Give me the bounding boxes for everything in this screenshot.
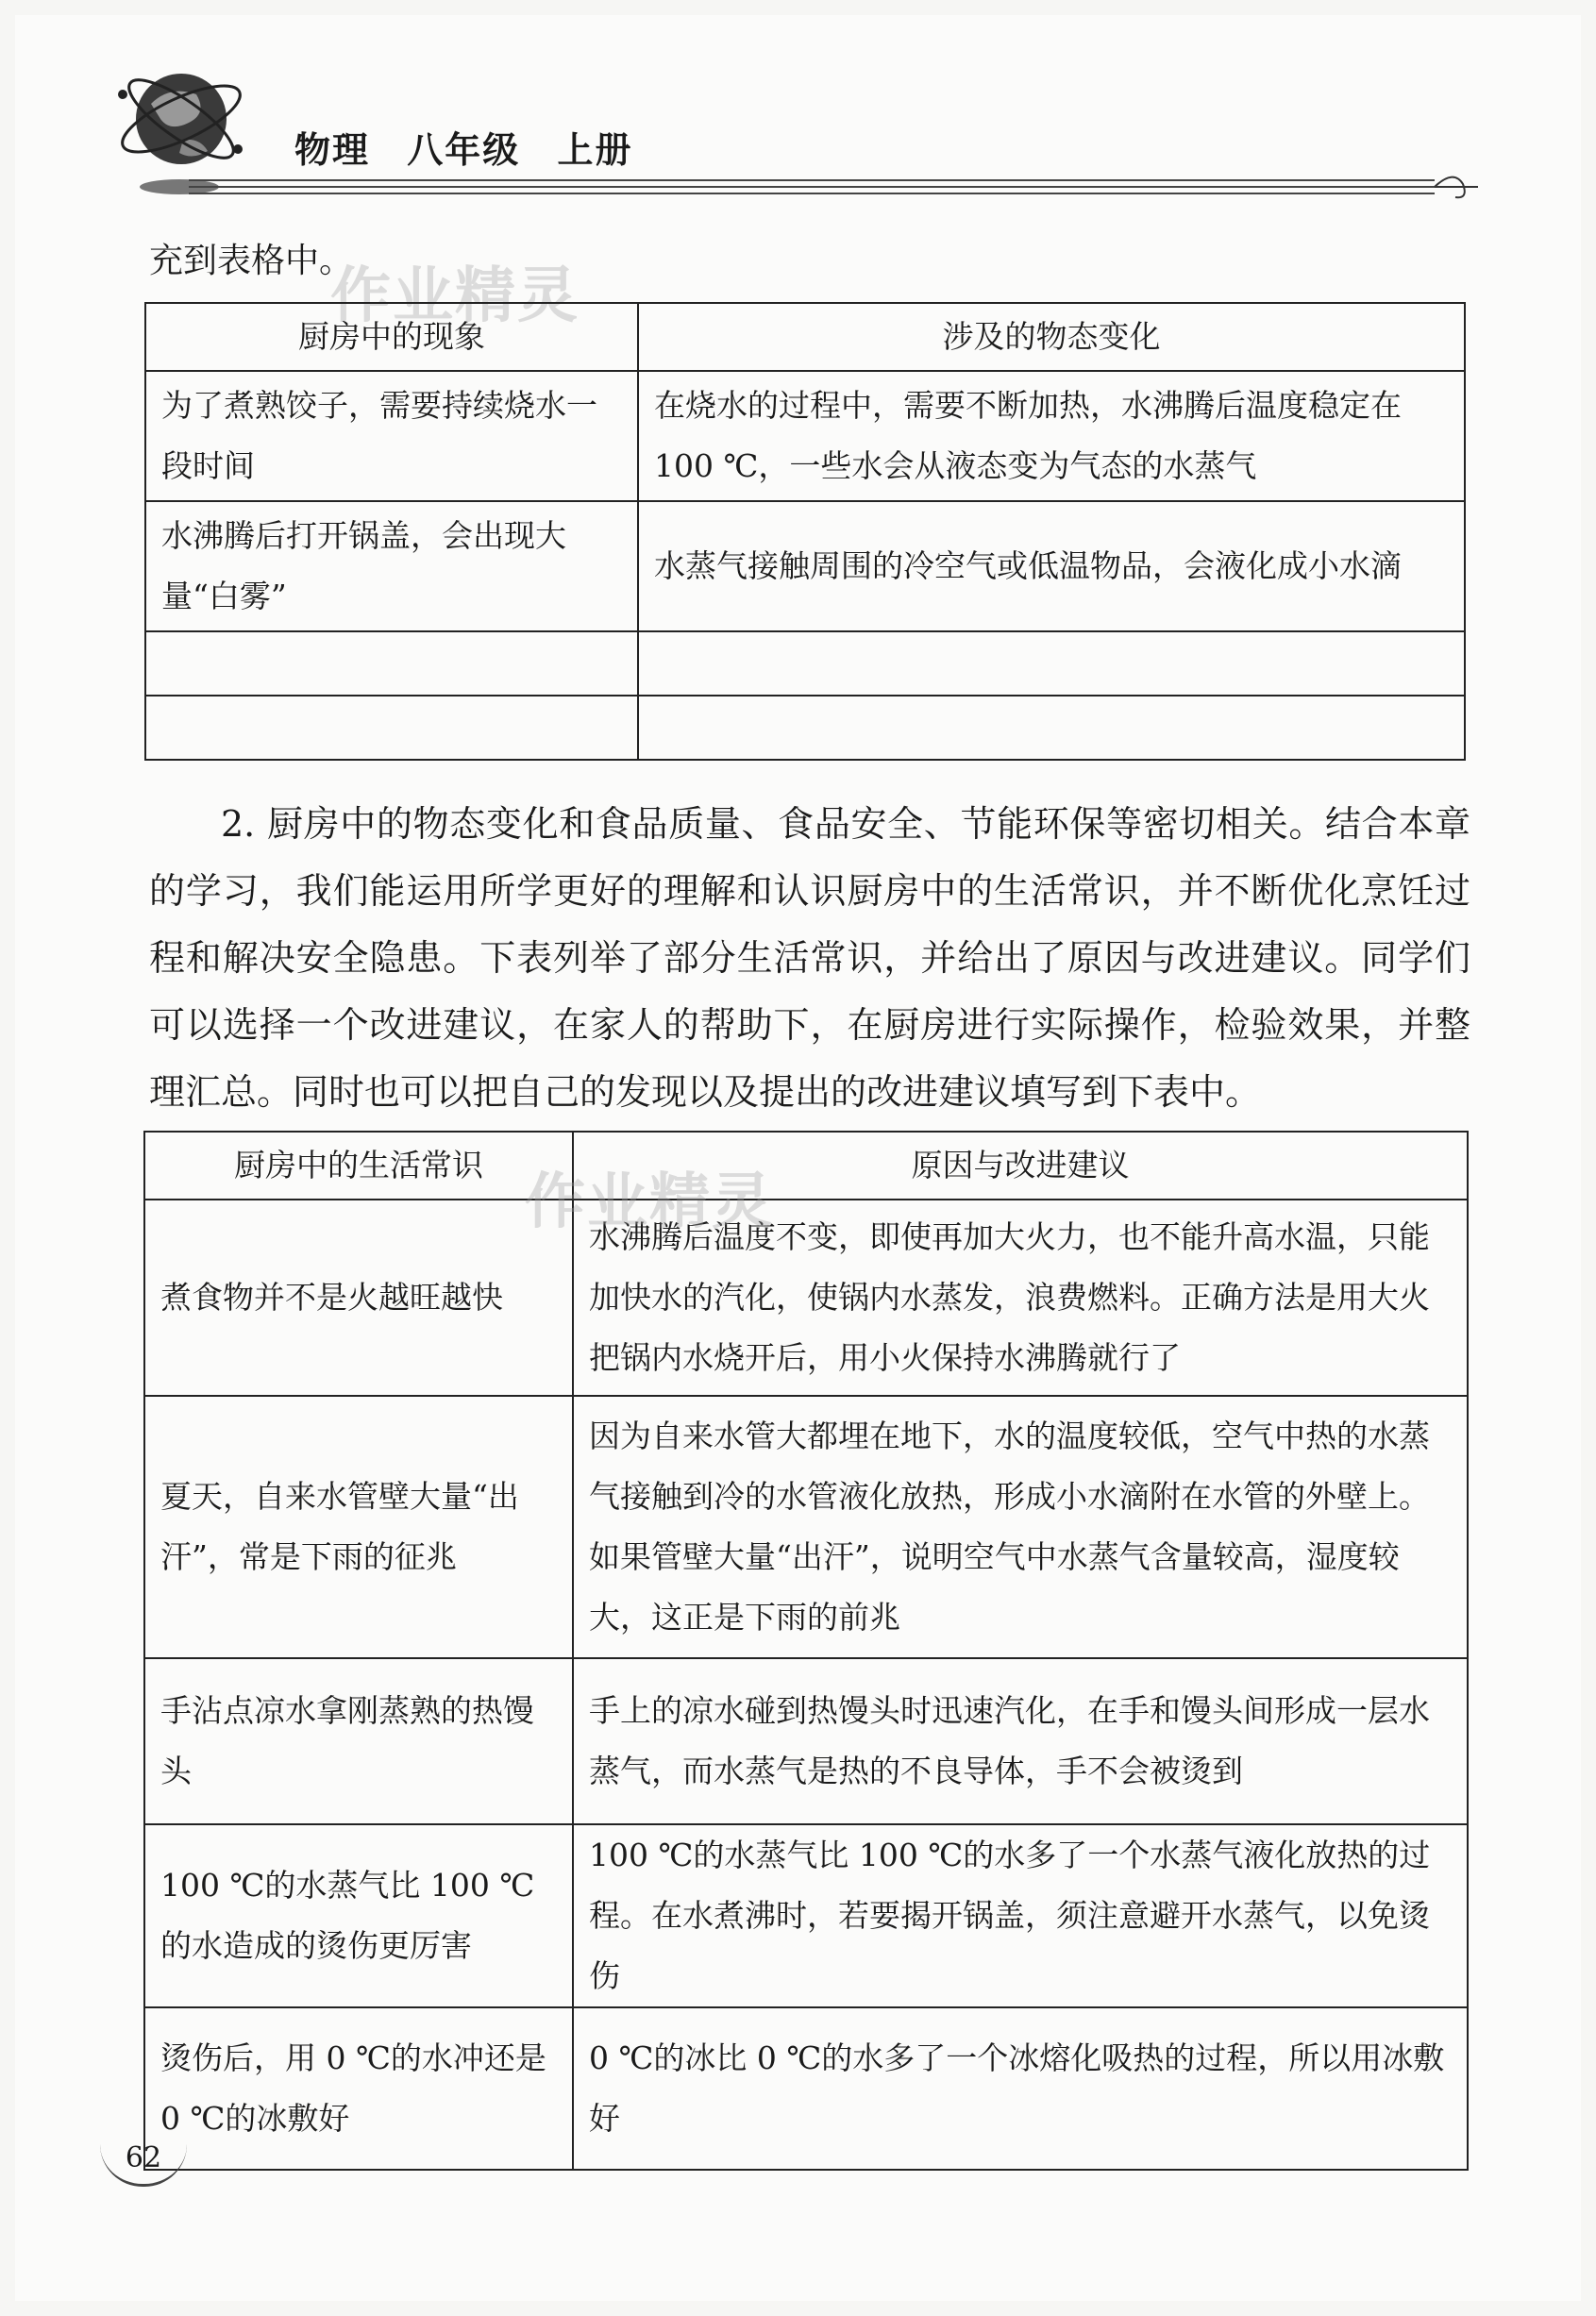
table-cell: 0 ℃的冰比 0 ℃的水多了一个冰熔化吸热的过程，所以用冰敷好 <box>573 2007 1468 2170</box>
table-cell: 手沾点凉水拿刚蒸熟的热馒头 <box>144 1658 573 1824</box>
header-rule <box>189 175 1482 201</box>
table-header-cell: 原因与改进建议 <box>573 1132 1468 1200</box>
header-volume: 上册 <box>557 129 633 171</box>
table-row <box>144 1824 1468 2007</box>
table-cell: 在烧水的过程中，需要不断加热，水沸腾后温度稳定在 100 ℃，一些水会从液态变为气态的水蒸气 <box>638 371 1465 501</box>
table-cell: 夏天，自来水管壁大量“出汗”，常是下雨的征兆 <box>144 1396 573 1658</box>
table-row <box>145 371 1465 501</box>
table-cell-empty <box>145 696 638 760</box>
table-cell: 水沸腾后温度不变，即使再加大火力，也不能升高水温，只能加快水的汽化，使锅内水蒸发，浪费燃料。正确方法是用大火把锅内水烧开后，用小火保持水沸腾就行了 <box>573 1200 1468 1396</box>
phenomena-table <box>144 302 1466 761</box>
table-row <box>145 501 1465 631</box>
page-number: 62 <box>125 2141 162 2174</box>
watermark: 作业精灵 <box>525 1167 774 1237</box>
table-cell: 为了煮熟饺子，需要持续烧水一段时间 <box>145 371 638 501</box>
table-cell: 手上的凉水碰到热馒头时迅速汽化，在手和馒头间形成一层水蒸气，而水蒸气是热的不良导体，手不会被烫到 <box>573 1658 1468 1824</box>
table-cell-empty <box>638 631 1465 696</box>
table-cell: 100 ℃的水蒸气比 100 ℃的水多了一个水蒸气液化放热的过程。在水煮沸时，若要揭开锅盖，须注意避开水蒸气，以免烫伤 <box>573 1824 1468 2007</box>
table-row-empty <box>145 631 1465 696</box>
page-header <box>294 121 656 173</box>
intro-text: 充到表格中。 <box>149 242 354 280</box>
table-row-empty <box>145 696 1465 760</box>
table-cell: 100 ℃的水蒸气比 100 ℃的水造成的烫伤更厉害 <box>144 1824 573 2007</box>
table-cell: 烫伤后，用 0 ℃的水冲还是 0 ℃的冰敷好 <box>144 2007 573 2170</box>
table-header-cell: 涉及的物态变化 <box>638 303 1465 371</box>
table-row <box>144 1396 1468 1658</box>
table-header-cell: 厨房中的生活常识 <box>144 1132 573 1200</box>
table-header-cell: 厨房中的现象 <box>145 303 638 371</box>
table-row <box>144 1658 1468 1824</box>
question-paragraph: 2. 厨房中的物态变化和食品质量、食品安全、节能环保等密切相关。结合本章的学习，我们能运用所学更好的理解和认识厨房中的生活常识，并不断优化烹饪过程和解决安全隐患。下表列举了部分生活常识，并给出了原因与改进建议。同学们可以选择一个改进建议，在家人的帮助下，在厨房进行实际操作，检验效果，并整理汇总。同时也可以把自己的发现以及提出的改进建议填写到下表中。 <box>149 803 1470 1113</box>
header-subject: 物理 <box>294 129 371 171</box>
table-row <box>144 2007 1468 2170</box>
table-header-row <box>145 303 1465 371</box>
table-cell-empty <box>145 631 638 696</box>
table-cell-empty <box>638 696 1465 760</box>
kitchen-tips-table <box>143 1131 1469 2171</box>
table-cell: 水沸腾后打开锅盖，会出现大量“白雾” <box>145 501 638 631</box>
watermark: 作业精灵 <box>330 261 580 331</box>
header-grade: 八年级 <box>407 129 521 171</box>
table-row <box>144 1200 1468 1396</box>
table-cell: 煮食物并不是火越旺越快 <box>144 1200 573 1396</box>
table-cell: 因为自来水管大都埋在地下，水的温度较低，空气中热的水蒸气接触到冷的水管液化放热，形成小水滴附在水管的外壁上。如果管壁大量“出汗”，说明空气中水蒸气含量较高，湿度较大，这正是下雨的前兆 <box>573 1396 1468 1658</box>
table-cell: 水蒸气接触周围的冷空气或低温物品，会液化成小水滴 <box>638 501 1465 631</box>
table-header-row <box>144 1132 1468 1200</box>
